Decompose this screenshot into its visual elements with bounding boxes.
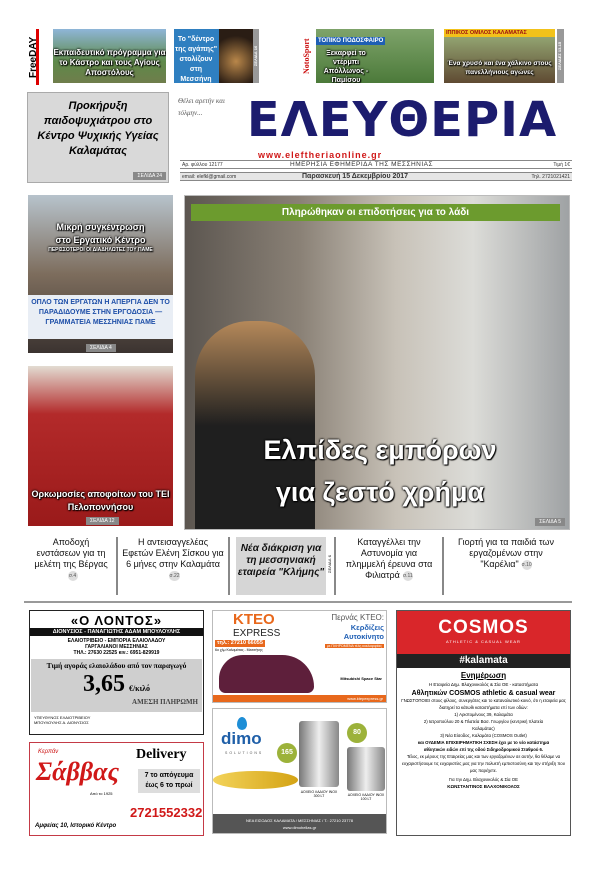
- main-story[interactable]: Πληρώθηκαν οι επιδοτήσεις για το λάδι Ελπίδες εμπόρων για ζεστό χρήμα ΣΕΛΙΔΑ 5: [184, 195, 570, 530]
- teaser[interactable]: Καταγγέλλει την Αστυνομία για πλημμελή έρευνα στα Φιλιατρά σ.11: [345, 537, 433, 580]
- masthead-date-row: email: elefkl@gmail.com Παρασκευή 15 Δεκεμβρίου 2017 Τηλ. 2721021421: [182, 173, 570, 180]
- christmas-tree-photo: [219, 29, 253, 83]
- car-image: [219, 655, 314, 693]
- oil-splash: [213, 771, 298, 789]
- cosmos-header: COSMOS ATHLETIC & CASUAL WEAR: [397, 611, 570, 654]
- teaser-highlight[interactable]: Νέα διάκριση για τη μεσσηνιακή εταιρεία "Κλήμης": [236, 537, 326, 595]
- steel-tank: [299, 721, 339, 787]
- ad-kteo[interactable]: ΚΤΕΟ EXPRESS τηλ.: 27210 66055 6ο χλμ Καλαμάτας - Μεσσήνης Περνάς ΚΤΕΟ: Κερδίζεις Αυτοκίνητο με ΠΛΗΡΩΜΕΝΑ τέλη κυκλοφορίας Mitsubishi Space Star www.ktepexpress.gr: [212, 610, 387, 703]
- steel-tank: [347, 747, 385, 791]
- page-tab: ΣΕΛΙΔΑ 10: [253, 29, 259, 83]
- divider: [116, 537, 118, 595]
- freeday-label: FreeDAY: [28, 29, 39, 85]
- divider: [442, 537, 444, 595]
- price-block: Τιμή αγοράς ελαιολάδου από τον παραγωγό 3,65 €/κιλό ΑΜΕΣΗ ΠΛΗΡΩΜΗ: [31, 659, 202, 712]
- divider: [228, 537, 230, 595]
- website-url[interactable]: www.eleftheriaonline.gr: [258, 150, 383, 160]
- page-tab: ΣΕΛΙΔΕΣ 13-15: [557, 29, 564, 83]
- protest-banner: ΟΠΛΟ ΤΩΝ ΕΡΓΑΤΩΝ Η ΑΠΕΡΓΙΑ ΔΕΝ ΤΟ ΠΑΡΑΔΙΔΟΥΜΕ ΣΤΗΝ ΕΡΓΟΔΟΣΙΑ — ΓΡΑΜΜΑΤΕΙΑ ΜΕΣΣΗΝΙΑΣ ΠΑΜΕ: [28, 295, 173, 339]
- subsidies-banner: Πληρώθηκαν οι επιδοτήσεις για το λάδι: [191, 204, 560, 221]
- motto: Θέλει αρετήν και τόλμην...: [178, 97, 225, 117]
- dimo-footer: ΝΕΑ ΕΙΣΟΔΟΣ ΚΑΛΑΜΑΤΑ / ΜΕΣΣΗΝΙΑΣ / Τ.: 27210 23778 www.dimohellas.gr: [213, 814, 386, 833]
- section-divider: [24, 601, 572, 603]
- teaser[interactable]: Αποδοχή ενστάσεων για τη μελέτη της Βέργαςσ.4: [34, 537, 108, 579]
- horse-story[interactable]: ΙΠΠΙΚΟΣ ΟΜΙΛΟΣ ΚΑΛΑΜΑΤΑΣ Ένα χρυσό και ένα χάλκινο στους πανελλήνιους αγώνες: [444, 29, 555, 83]
- page-tab: ΣΕΛΙΔΑ 6: [327, 555, 332, 573]
- freeday-story[interactable]: Εκπαιδευτικό πρόγραμμα για το Κάστρο και τους Αγίους Αποστόλους: [53, 29, 166, 83]
- teaser[interactable]: Η αντεισαγγελέας Εφετών Ελένη Σίσκου για 6 μήνες στην Καλαμάτασ.22: [122, 537, 224, 579]
- ad-dimo[interactable]: dimo SOLUTIONS 165 80 ΔΟΧΕΙΟ ΛΑΔΙΟΥ INOX 300 LT ΔΟΧΕΙΟ ΛΑΔΙΟΥ INOX 100 LT ΝΕΑ ΕΙΣΟΔΟΣ ΚΑΛΑΜΑΤΑ / ΜΕΣΣΗΝΙΑΣ / Τ.: 27210 23778 www.dimohellas.gr: [212, 708, 387, 834]
- notosport-label: NotoSport: [302, 38, 311, 74]
- ad-lontos[interactable]: «Ο ΛΟΝΤΟΣ» ΔΙΟΝΥΣΙΟΣ - ΠΑΝΑΓΙΩΤΗΣ ΑΔΑΜ ΜΠΟΥΛΟΥΛΗΣ ΕΛΑΙΟΤΡΙΒΕΙΟ - ΕΜΠΟΡΙΑ ΕΛΑΙΟΛΑΔΟΥ ΓΑΡΓΑΛΙΑΝΟΙ ΜΕΣΣΗΝΙΑΣ ΤΗΛ.: 27630 22525 κιν.: 6951-829919 Τιμή αγοράς ελαιολάδου από τον παραγωγό 3,65 €/κιλό ΑΜΕΣΗ ΠΛΗΡΩΜΗ ΥΠΕΥΘΥΝΟΣ ΕΛΑΙΟΤΡΙΒΕΙΟΥ ΜΠΟΥΛΟΥΛΗΣ Α. ΔΙΟΝΥΣΙΟΣ: [29, 610, 204, 735]
- teaser[interactable]: Γιορτή για τα παιδιά των εργαζομένων στην "Καρέλια" σ.10: [458, 537, 554, 569]
- divider: [334, 537, 336, 595]
- tree-story[interactable]: Το "δέντρο της αγάπης" στολίζουν στη Μεσσήνη: [174, 29, 253, 83]
- ad-sabbas[interactable]: Κερπάν Σάββας Από το 1925 Delivery 7 το απόγευμα έως 6 το πρωί 2721552332 Αμφείας 10, Ιστορικό Κέντρο: [29, 742, 204, 836]
- left-box-story[interactable]: Προκήρυξη παιδοψυχιάτρου στο Κέντρο Ψυχικής Υγείας Καλαμάτας ΣΕΛΙΔΑ 24: [27, 92, 169, 183]
- masthead-info-row: Αρ. φύλλου 12177 ΗΜΕΡΗΣΙΑ ΕΦΗΜΕΡΙΔΑ ΤΗΣ ΜΕΣΣΗΝΙΑΣ Τιμή 1€: [182, 161, 570, 168]
- masthead-logo[interactable]: ΕΛΕΥΘΕΡΙΑ: [246, 92, 558, 148]
- story-graduation[interactable]: Ορκωμοσίες αποφοίτων του ΤΕΙ Πελοποννήσου ΣΕΛΙΔΑ 12: [28, 366, 173, 526]
- ad-cosmos[interactable]: COSMOS ATHLETIC & CASUAL WEAR #kalamata Ενημέρωση Η Εταιρεία Δημ. Βλαχονικολός & Σία ΟΕ - καταστήματα Αθλητικών COSMOS athletic & casual wear ΓΝΩΣΤΟΠΟΙΕΙ στους φίλους, συνεργάτες και το καταναλωτικό κοινό, ότι η εταιρεία μας διατηρεί τα κάτωθι καταστήματα επί των οδών: 1) Αριστομένους 39, Καλαμάτα 2) Ιατροπούλου 20 & Πλατεία Βασ. Γεωργίου (κεντρική πλατεία Καλαμάτας) 3) Νέα Είσοδος, Καλαμάτα (COSMOS Outlet) και ΟΥΔΕΜΙΑ ΕΠΙΧΕΙΡΗΜΑΤΙΚΗ ΣΧΕΣΗ έχει με το νέο κατάστημα αθλητικών ειδών επί της οδού Σιδηροδρομικού Σταθμού 6. Τέλος, εκ μέρους της Εταιρείας μας και των εργαζομένων σε αυτήν, θα θέλαμε να ευχαριστήσουμε τις ευχαριστίες μας για την πολυετή εμπιστοσύνη και την στήριξη που μας παρέχετε. Για την Δημ. Βλαχονικολός & Σία ΟΕ ΚΩΝΣΤΑΝΤΙΝΟΣ ΒΛΑΧΟΝΙΚΟΛΟΣ: [396, 610, 571, 836]
- football-story[interactable]: ΤΟΠΙΚΟ ΠΟΔΟΣΦΑΙΡΟ Ξεκαρφεί το ντέρμπι Απόλλωνος - Παμίσου: [316, 29, 434, 83]
- story-rally[interactable]: Μικρή συγκέντρωση στο Εργατικό Κέντρο ΠΕΡΙΣΣΟΤΕΡΟΙ ΟΙ ΔΙΑΔΗΛΩΤΕΣ ΤΟΥ ΠΑΜΕ ΟΠΛΟ ΤΩΝ ΕΡΓΑΤΩΝ Η ΑΠΕΡΓΙΑ ΔΕΝ ΤΟ ΠΑΡΑΔΙΔΟΥΜΕ ΣΤΗΝ ΕΡΓΟΔΟΣΙΑ — ΓΡΑΜΜΑΤΕΙΑ ΜΕΣΣΗΝΙΑΣ ΠΑΜΕ ΣΕΛΙΔΑ 4: [28, 195, 173, 353]
